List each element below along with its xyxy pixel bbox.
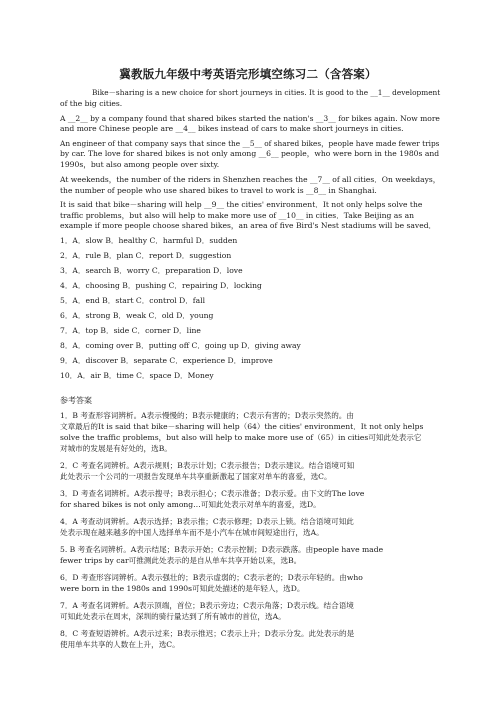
passage-line: by car. The love for shared bikes is not only among __6__ people，who were born in the 1980s and [60,149,440,158]
option-row: 7．A．top B．side C．corner D．line [60,326,201,335]
answer-line: 文章最后的It is said that bike－sharing will help（64）the cities' environment．It not only helps [60,422,424,431]
answer-line: 使用单车共享的人数在上升，选C。 [60,640,180,649]
answer-line: solve the traffic problems，but also will help to make more use of（65）in cities可知此处表示它 [60,433,422,442]
passage-line: Bike－sharing is a new choice for short journeys in cities. It is good to the __1__ development [92,88,441,97]
answer-line: for shared bikes is not only among…可知此处表示对单车的喜爱，选D。 [60,500,321,509]
option-row: 4．A．choosing B．pushing C．repairing D．locking [60,281,262,290]
passage-line: A __2__ by a company found that shared bikes started the nation's __3__ for bikes again. Now more [60,114,440,123]
option-row: 1．A．slow B．healthy C．harmful D．sudden [60,236,238,245]
answer-line: 此处表示一个公司的一项报告发现单车共享重新激起了国家对单车的喜爱，选C。 [60,472,332,481]
option-row: 8．A．coming over B．putting off C．going up D．giving away [60,341,301,350]
passage-line: At weekends，the number of the riders in Shenzhen reaches the __7__ of all cities．On weekdays， [60,175,441,184]
option-row: 10．A．air B．time C．space D．Money [60,371,214,380]
answer-line: 可知此处表示在周末，深圳的骑行量达到了所有城市的首位，选A。 [60,612,286,621]
option-row: 6．A．strong B．weak C．old D．young [60,311,214,320]
passage-line: An engineer of that company says that since the __5__ of shared bikes，people have made fewer trips [60,139,440,148]
answer-line: 2．C 考查名词辨析。A表示规则；B表示计划；C表示报告；D表示建议。结合语境可知 [60,461,355,470]
passage-line: the number of people who use shared bikes to travel to work is __8__ in Shanghai. [60,186,377,195]
passage-line: It is said that bike－sharing will help __9__ the cities' environment．It not only helps solve the [60,200,423,209]
answer-line: 4．A 考查动词辨析。A表示选择；B表示推；C表示修理；D表示上锁。结合语境可知此 [60,517,354,526]
answer-line: 7．A 考查名词辨析。A表示顶端，首位；B表示旁边；C表示角落；D表示线。结合语境 [60,601,354,610]
passage-line: and more Chinese people are __4__ bikes instead of cars to make short journeys in cities. [60,124,404,133]
option-row: 9．A．discover B．separate C．experience D．improve [60,356,273,365]
option-row: 2．A．rule B．plan C．report D．suggestion [60,251,232,260]
answer-line: 5. B 考查名词辨析。A表示结尾；B表示开始；C表示控制；D表示跌落。由people have made [60,545,384,554]
option-row: 5．A．end B．start C．control D．fall [60,296,205,305]
passage-line: traffic problems，but also will help to make more use of __10__ in cities．Take Beijing as an [60,211,415,220]
answer-line: fewer trips by car可推测此处表示的是自从单车共享开始以来，选B。 [60,556,302,565]
passage-line: 1990s，but also among people over sixty. [60,160,220,169]
answer-line: 1．B 考查形容词辨析。A表示慢慢的；B表示健康的；C表示有害的；D表示突然的。由 [60,411,354,420]
answer-line: were born in the 1980s and 1990s可知此处描述的是年轻人，选D。 [60,584,305,593]
answer-heading: 参考答案 [60,396,92,405]
answer-line: 8．C 考查短语辨析。A表示过来；B表示推迟；C表示上升；D表示分发。此处表示的是 [60,629,355,638]
answer-line: 6．D 考查形容词辨析。A表示强壮的；B表示虚弱的；C表示老的；D表示年轻的。由who [60,573,363,582]
answer-line: 3．D 考查名词辨析。A表示搜寻；B表示担心；C表示准备；D表示爱。由下文的The love [60,489,365,498]
answer-line: 处表示现在越来越多的中国人选择单车而不是小汽车在城市间短途出行，选A。 [60,528,324,537]
document-title: 冀教版九年级中考英语完形填空练习二（含答案） [119,67,377,81]
option-row: 3．A．search B．worry C．preparation D．love [60,266,243,275]
answer-line: 对城市的发展是有好处的，选B。 [60,444,172,453]
passage-line: example if more people choose shared bikes，an area of five Bird's Nest stadiums will be saved． [60,221,437,230]
passage-line: of the big cities. [60,99,123,108]
